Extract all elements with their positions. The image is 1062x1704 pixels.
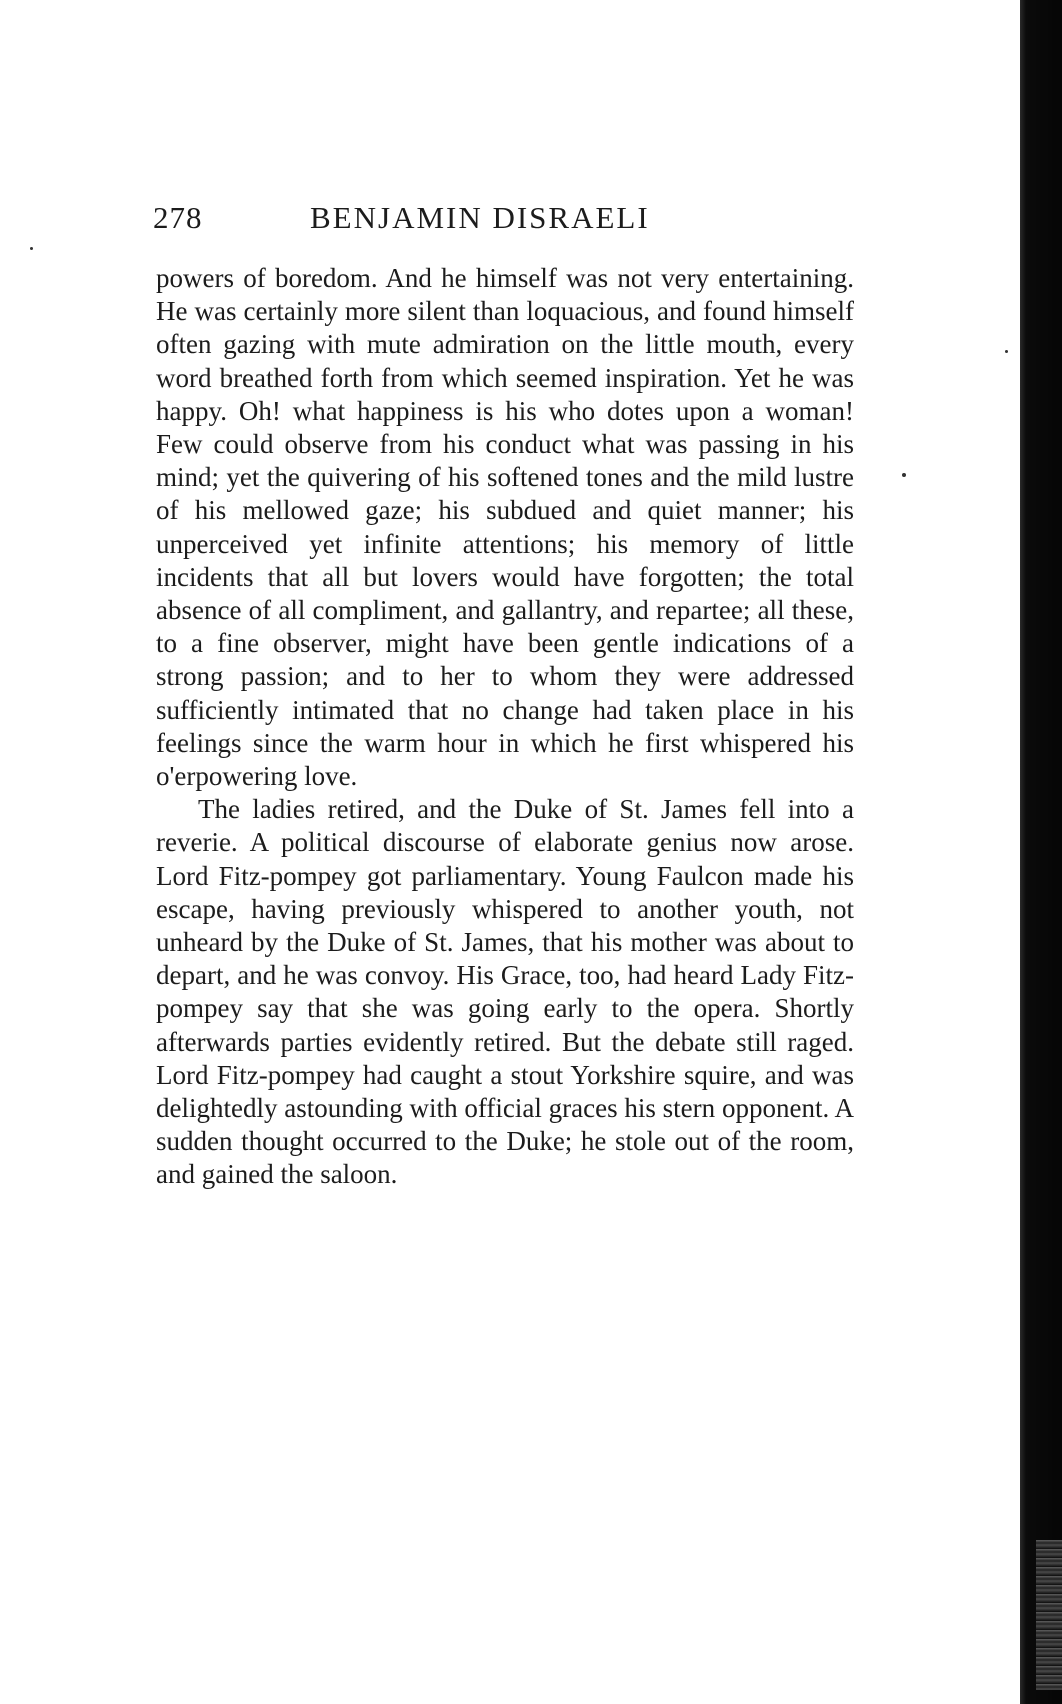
running-title: BENJAMIN DISRAELI (310, 200, 650, 235)
ink-speck (1005, 350, 1008, 353)
running-header (153, 196, 853, 240)
paragraph-1: powers of boredom. And he himself was not very entertaining. He was certainly more silent than loquacious, and found himself often gazing with mute admiration on the little mouth, every word breathed forth from which seemed inspiration. Yet he was happy. Oh! what happiness is his who dotes upon a woman! Few could observe from his conduct what was passing in his mind; yet the quivering of his softened tones and the mild lustre of his mellowed gaze; his subdued and quiet manner; his unperceived yet infinite attentions; his memory of little incidents that all but lovers would have forgotten; the total absence of all compliment, and gallantry, and repartee; all these, to a fine observer, might have been gentle indications of a strong passion; and to her to whom they were addressed sufficiently intimated that no change had taken place in his feelings since the warm hour in which he first whispered his o'erpowering love. (156, 263, 854, 792)
page-number: 278 (153, 200, 203, 235)
paragraph-2: The ladies retired, and the Duke of St. James fell into a reverie. A political discourse of elaborate genius now arose. Lord Fitz-pompey got parliamentary. Young Faulcon made his escape, having previously whispered to another youth, not unheard by the Duke of St. James, that his mother was about to depart, and he was convoy. His Grace, too, had heard Lady Fitz-pompey say that she was going early to the opera. Shortly afterwards parties evidently retired. But the debate still raged. Lord Fitz-pompey had caught a stout Yorkshire squire, and was delightedly astounding with official graces his stern opponent. A sudden thought occurred to the Duke; he stole out of the room, and gained the saloon. (156, 794, 854, 1190)
ink-speck (30, 247, 33, 250)
page-edge-shadow (1020, 0, 1062, 1704)
page-edge-texture (1036, 1540, 1062, 1690)
ink-speck (902, 473, 906, 477)
body-text (156, 262, 854, 1192)
